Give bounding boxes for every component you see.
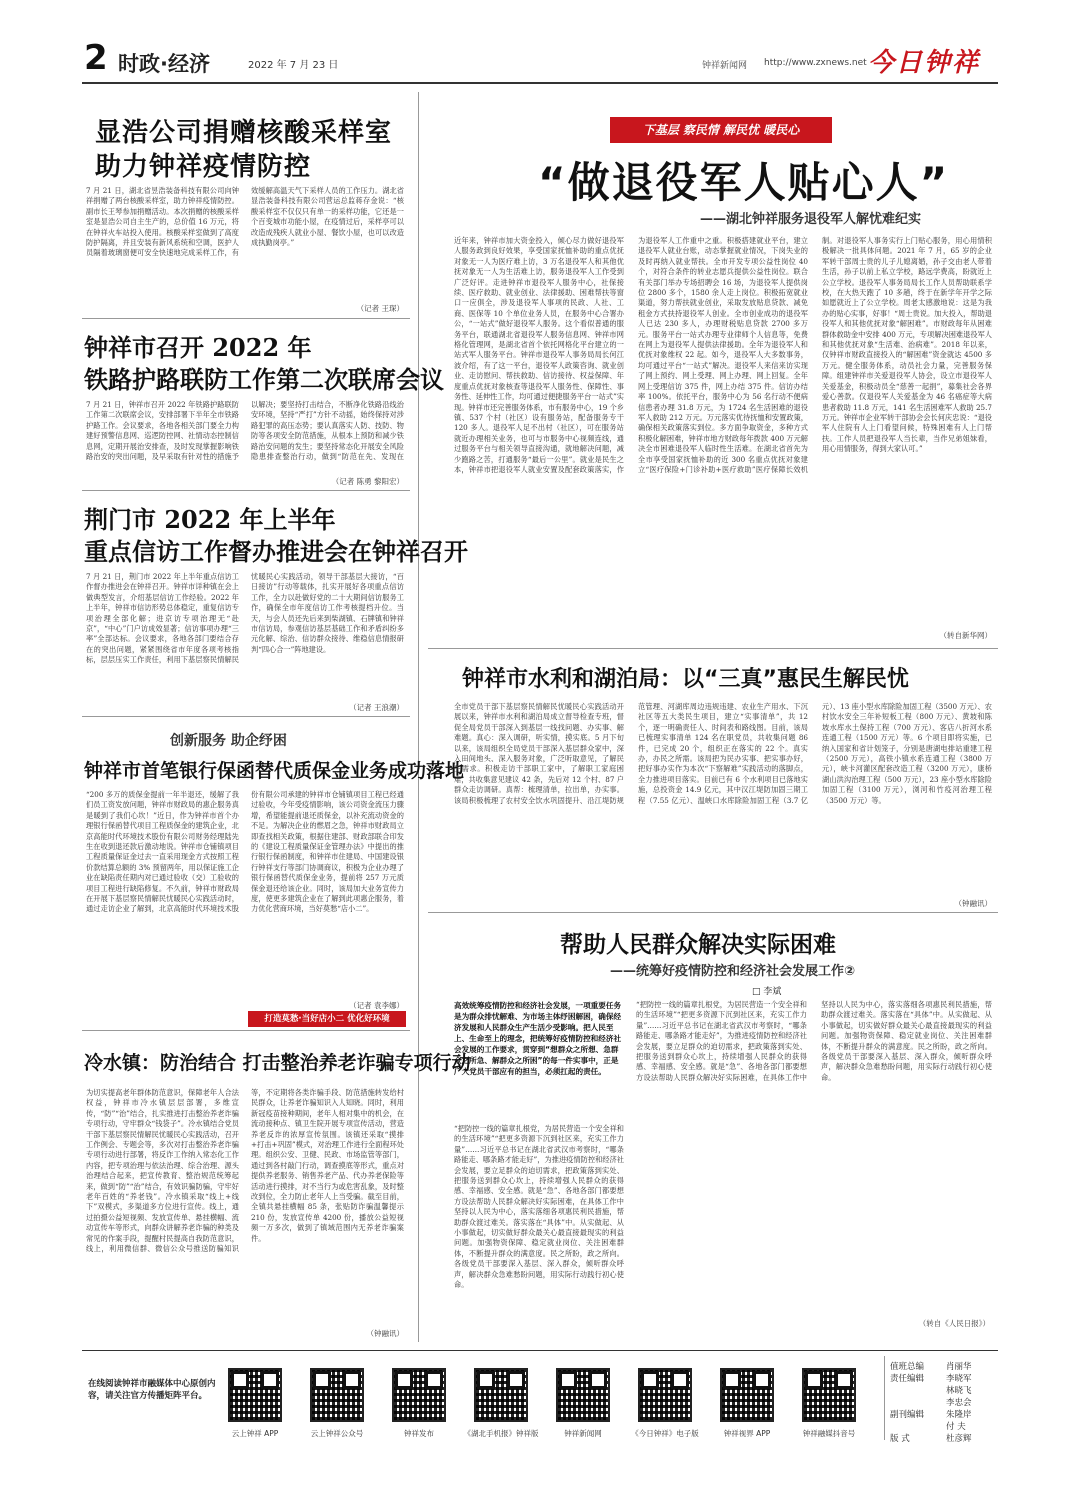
article-body: “把防控一线的篇章扎根党，为居民营造一个安全祥和的生活环境”“把更多资源下沉到社区来，充实工作力量”……习近平总书记在湖北省武汉市考察时，“哪条路能走、哪条路才能走好”，为推进疫情防控和经济社会发展，要立足群众的迫切需求，把政策落到实处、把服务送到群众心坎上，持续增强人民群众的获得感、幸福感、安全感。就是“急”、各地各部门都要想方设法帮助人民群众解决好实际困难，在具体工作中坚持以人民为中心，落实落细各项惠民利民措施，帮助群众渡过难关。落实落在“具体”中。从实做起、从小事做起，切实做好群众最关心最直接最现实的利益问题。加强物资保障、稳定就业岗位、关注困难群体，不断提升群众的满意度。民之所盼，政之所向。各级党员干部要深入基层、深入群众，倾听群众呼声，解决群众急难愁盼问题，用实际行动践行初心使命。 <box>636 1000 992 1082</box>
article-body: “200 多万的质保金提前一年半退还，缓解了我们员工资发放问题，钟祥市财政局的惠企服务真是暖到了我们心坎！”近日，作为钟祥市首个办理银行保函替代项目工程质保金的建筑企业，北京高能时代环境技术股份有限公司财务经理陆先生在收到退还款后激动地说。钟祥市仓铺镇项目工程质量保证金过去一直采用现金方式按照工程价款结算总额的 3% 预留两年，用以保证施工企业在缺陷责任期内对已通过验收（交）工验收的项目工程进行缺陷修复。不久前，钟祥市财政局在开展下基层察民情解民忧暖民心实践活动时，通过走访企业了解到，北京高能时代环境技术股份有限公司承建的钟祥市仓铺镇项目工程已经通过验收，今年受疫情影响，该公司资金流压力骤增，希望能提前退还质保金，以补充流动资金的不足。为解决企业的燃眉之急，钟祥市财政局立即查找相关政策，根据住建部、财政部联合印发的《建设工程质量保证金管理办法》中提出的推行银行保函制度，和钟祥市住建局、中国建设银行钟祥支行等部门协调商议，积极为企业办理了银行保函替代质保金业务，提前将 257 万元质保金退还给该企业。同时，该局加大业务宣传力度，使更多建筑企业在了解到此项惠企服务，着力优化营商环境，当好莫愁“店小二”。 <box>86 790 404 914</box>
qr-label: 《湖北手机报》钟祥版 <box>463 1429 539 1438</box>
article-author: □ 李斌 <box>752 987 782 997</box>
article-title: 钟祥市首笔银行保函替代质保金业务成功落地 <box>84 760 465 782</box>
article-lead: 高效统筹疫情防控和经济社会发展，一项重要任务是为群众排忧解难、为市场主体纾困解困，确保经济发展和人民群众生产生活少受影响。把人民至上、生命至上的理念，把统筹好疫情防控和经济社会发展的工作要求，贯穿到“想群众之所想、急群众之所急、解群众之所困”的每一件实事中，正是广大党员干部应有的担当，必须扛起的责任。 <box>454 1001 622 1076</box>
banner: 打造莫愁·当好店小二 优化好环境 <box>248 1011 406 1027</box>
article-title: 冷水镇：防治结合 打击整治养老诈骗专项行动 <box>84 1052 471 1074</box>
article-body: “把防控一线的篇章扎根党，为居民营造一个安全祥和的生活环境”“把更多资源下沉到社区来，充实工作力量”……习近平总书记在湖北省武汉市考察时，“哪条路能走、哪条路才能走好”，为推进疫情防控和经济社会发展，要立足群众的迫切需求，把政策落到实处、把服务送到群众心坎上，持续增强人民群众的获得感、幸福感、安全感。就是“急”、各地各部门都要想方设法帮助人民群众解决好实际困难，在具体工作中坚持以人民为中心，落实落细各项惠民利民措施，帮助群众渡过难关。落实落在“具体”中。从实做起、从小事做起，切实做好群众最关心最直接最现实的利益问题。加强物资保障、稳定就业岗位、关注困难群体，不断提升群众的满意度。民之所盼，政之所向。各级党员干部要深入基层、深入群众，倾听群众呼声，解决群众急难愁盼问题，用实际行动践行初心使命。 <box>454 1124 624 1290</box>
editor-role: 副刊编辑 <box>890 1410 925 1420</box>
article-body: 7 月 21 日，钟祥市召开 2022 年铁路护路联防工作第二次联席会议，安排部署下半年全市铁路护路工作。会议要求，各地各相关部门要全力构建好预警信息网、巡逻防控网、社情动态控制信息网，定期开展治安排查，及时发现掌握影响铁路治安的突出问题，及早采取有针对性的措施予以解决；要坚持打击结合，不断净化铁路沿线治安环境，坚持“严打”方针不动摇，始终保持对涉路犯罪的高压态势；要认真落实人防、技防、物防等各项安全防范措施，从根本上预防和减少铁路治安问题的发生；要坚持常态化开展安全风险隐患排查整治行动，做到“防范在先、发现在 <box>86 400 404 462</box>
footer-notice: 在线阅读钟祥市融媒体中心原创内容，请关注官方传播矩阵平台。 <box>88 1379 216 1401</box>
article-body: 全市党员干部下基层察民情解民忧暖民心实践活动开展以来，钟祥市水利和湖泊局成立督导检查专班，督促全局党员干部深入到基层一线找问题、办实事、解难题。真心：深入调研，听实情，摸实底。5 月下旬以来，该局组织全局党员干部深入基层群众家中，深入田间地头、深入服务对象，广泛听取意见，了解民生需求。积极走访干部职工家中，了解职工家庭困难，共收集意见建议 42 条，先后对 12 个村、87 户群众走访调研。真帮：梳理清单，拉出单，办实事。该局积极梳理了农村安全饮水巩固提升、沿江堤防规范管理、河湖库周边违规违建、农业生产用水、下沉社区等五大类民生项目，建立“实事清单”，共 12 个，逐一明确责任人、时间表和路线图。目前，该局已梳理实事清单 124 名在职党员，共收集问题 86 件，已完成 20 个，组织正在落实的 22 个。真实办，办民之所需。该局把为民办实事、把实事办好，把好事办实作为本次“下察解难”实践活动的落脚点，全力推进项目落实。目前已有 6 个水利项目已落地实施，总投资金 14.9 亿元，其中汉江堤防加固三期工程（7.55 亿元）、温峡口水库除险加固工程（3.7 亿元）、13 座小型水库除险加固工程（3500 万元）、农村饮水安全三年补短板工程（800 万元）、黄坡和陈坡水库水土保持工程（700 万元）、客店八折河水系连通工程（1500 万元）等。6 个项目即将实施，已纳入国家和省计划笼子，分别是唐湖电排站重建工程（2500 万元），高铁小镇水系连通工程（3800 万元），峡卡河灌区配套改造工程（3200 万元），康桥湖山洪沟治理工程（500 万元），23 座小型水库除险加固工程（3100 万元），浏河和竹疫河治理工程（3500 万元）等。 <box>454 702 992 805</box>
issue-date: 2022 年 7 月 23 日 <box>248 60 339 71</box>
article-byline: （记者 王浪潮） <box>349 703 404 712</box>
editor-name: 杜彦辉 <box>946 1434 972 1444</box>
qr-label: 钟祥新闻网 <box>564 1429 602 1438</box>
editor-name: 李忠会 <box>946 1398 972 1408</box>
article-body: 7 月 21 日，荆门市 2022 年上半年重点信访工作督办推进会在钟祥召开。钟祥市详种镇在会上做典型发言，介绍基层信访工作经验。2022 年上半年，钟祥市信访形势总体稳定，重复信访专项治理全部化解；进京访专项治理无“赴京”，“中心”门户访成效显著；信访事项办理“三率”全部达标。会议要求，各地各部门要结合存在的突出问题，紧紧围绕省市年度各项考核指标，层层压实工作责任，利用下基层察民情解民忧暖民心实践活动，领导干部基层大接访，“百日接访”行动等载体，扎实开展好各项重点信访工作，全力以赴做好党的二十大期间信访服务工作，确保全市年度信访工作考核提档升位。当天，与会人员还先后来到柴湖镇、石牌镇和钟祥市信访局，参观信访基层基础工作和矛盾纠纷多元化解、综治、信访群众接待、维稳信息情报研判“四心合一”阵地建设。 <box>86 572 404 665</box>
article-title: 重点信访工作督办推进会在钟祥召开 <box>84 537 468 566</box>
article-title: 显浩公司捐赠核酸采样室 <box>95 118 393 148</box>
section-divider <box>82 490 410 491</box>
article-byline: （转自新华网） <box>939 631 992 640</box>
qr-label: 钟祥视界 APP <box>723 1429 771 1438</box>
qr-code[interactable] <box>392 1368 446 1422</box>
article-byline: （记者 王琛） <box>356 304 404 313</box>
qr-label: 云上钟祥公众号 <box>310 1429 364 1438</box>
section-divider <box>428 648 998 649</box>
article-kicker: 创新服务 助企纾困 <box>170 733 287 749</box>
article-title: 荆门市 2022 年上半年 <box>84 505 336 534</box>
qr-label: 云上钟祥 APP <box>231 1429 279 1438</box>
article-title: 铁路护路联防工作第二次联席会议 <box>84 365 444 394</box>
article-title: 帮助人民群众解决实际困难 <box>560 932 836 958</box>
editor-role: 版 式 <box>890 1434 910 1444</box>
editor-divider <box>884 1356 885 1440</box>
brand-logo: 今日钟祥 <box>868 48 981 78</box>
editor-name: 付 夫 <box>946 1422 966 1432</box>
editor-name: 林晓飞 <box>946 1386 972 1396</box>
article-body: 7 月 21 日，湖北省昱浩装备科技有限公司向钟祥捐赠了两台核酸采样室，助力钟祥疫情防控。副市长王琴参加捐赠活动。本次捐赠的核酸采样室是显浩公司自主生产的，总价值 16 万元，将在钟祥火车站投入使用。核酸采样室做到了高度防护隔离，并且安装有新风系统和空调，医护人员隔着玻璃窗便可安全快速地完成采样工作，有效缓解高温天气下采样人员的工作压力。湖北省显浩装备科技有限公司营运总监蒋存金说：“核酸采样室不仅仅只有单一的采样功能，它还是一个百变城市功能小屋，在疫情过后，采样亭可以改造成残疾人就业小屋、餐饮小屋，也可以改造成执勤岗亭。” <box>86 186 404 258</box>
section-divider <box>428 912 998 913</box>
article-body: 近年来，钟祥市加大资金投入，倾心尽力做好退役军人服务政到良好效果，享受国家抚恤补助的重点优抚对象无一人为医疗难上访，3 万名退役军人和其他优抚对象无一人为生活难上访，服务退役军人工作受到广泛好评。走进钟祥市退役军人服务中心，社保接续、医疗救助、就业创业、法律援助、困难帮扶等窗口一应俱全，涉及退役军人事项的民政、人社、工商、医保等 10 个单位业务人员，在服务中心合署办公，“一站式”做好退役军人服务。这个看似普通的服务平台，联通湖北省退役军人服务信息网、钟祥市网格化管理网，是湖北省首个依托网格化平台建立的一站式军人服务平台。钟祥市退役军人事务局局长何江波介绍，有了这一平台，退役军人政策咨询、就业创业、走访慰问、帮扶救助、信访接待、权益保障、年度重点优抚对象核查等退役军人服务性、保障性、事务性、延伸性工作，均可通过便捷服务平台一站式”实现。钟祥市还完善服务体系，市有服务中心，19 个乡镇、537 个村（社区）设有服务站，配备服务专干 120 多人。退役军人足不出村（社区），可在服务站就近办理相关业务，也可与市服务中心视频连线，通过服务平台与相关领导直接沟通，就地解决问题，减少跑路之苦，打通服务“最后一公里”。就业是民生之本，钟祥市把退役军人就业安置及配套政策落实，作为退役军人工作重中之重。积极搭建就业平台，建立退役军人就业台账，动态掌握就业情况，下岗失业的及时再纳入就业帮扶。全市开发专项公益性岗位 40 个，对符合条件的转业志愿兵提供公益性岗位。联合有关部门举办专场招聘会 16 场，为退役军人提供岗位 2800 多个，1580 余人走上岗位。积极拓宽就业渠道，努力帮扶就业创业，采取发放贴息贷款、减免租金方式扶持退役军人创业。全市创业成功的退役军人已达 230 多人，办理财税贴息贷款 2700 多万元。服务平台一站式办理专业律师个人信息等，免费在网上为退役军人提供法律援助。全年为退役军人和优抚对象维权 22 起。如今，退役军人大多数事务，均可通过平台“一站式”解决。退役军人来信来访实现了网上预约、网上受理、网上办理、网上回复。全年网上受理信访 375 件，网上办结 375 件。信访办结率 100%。依托平台，服务中心为 56 名行动不便病信患者办理 31.8 万元，为 1724 名生活困难的退役军人救助 212 万元。万元落实优待抚恤和安置政策，确保相关政策落实到位。多方面争取资金，多种方式积极化解困难，钟祥市地方财政每年拨款 400 万元解决全市困难退役军人临时性生活难。在湖北省首先为全市享受国家抚恤补助的近 300 名重点优抚对象建立“医疗保险+门诊补助+医疗救助”医疗保障长效机制。对退役军人事务实行上门贴心服务，用心用情积极解决一批具体问题。2021 年 7 月，65 岁的企业军转干部周士贵的儿子儿媳离婚，孙子交由老人带着生活，孙子以前上私立学校，路远学费高，盼就近上公立学校。退役军人事务局局长工作人员帮助联系学校，在大热天跑了 10 多趟，终于在新学年开学之际如愿就近上了公立学校。周老太感激地说：这是为我办的贴心实事，好事！“周士贵说。加大投入，帮助退役军人和其他优抚对象“解困难”。市财政每年从困难群体救助金中安排 400 万元，专项解决困难退役军人和其他优抚对象“生活难、治病难”。2018 年以来，仅钟祥市财政直接投入的“解困难”资金就达 4500 多万元。健全服务体系，动员社会力量，完善服务保障。组建钟祥市关爱退役军人协会，设立市退役军人关爱基金，积极动员全“慈善一起捐”，募集社会各界爱心善款。仅退役军人关爱基金为 46 名癌症等大病患者救助 11.8 万元，141 名生活困难军人救助 25.7 万元。钟祥市企业军转干部协会会长何庆忠说：“退役军人住院有人上门看望问候，特殊困难有人上门帮扶。工作人员把退役军人当长辈，当作兄弟姐妹看，用心用情服务，得到大家认可。” <box>454 236 992 474</box>
article-title: 助力钟祥疫情防控 <box>95 152 312 182</box>
section-divider <box>82 318 410 319</box>
column-divider <box>418 92 419 1342</box>
site-url[interactable]: http://www.zxnews.net <box>764 58 867 68</box>
editor-name: 李晓军 <box>946 1374 972 1384</box>
lead-title: “做退役军人贴心人” <box>538 158 950 207</box>
section-title: 时政·经济 <box>118 52 210 76</box>
site-name: 钟祥新闻网 <box>702 61 748 71</box>
qr-code[interactable] <box>474 1368 528 1422</box>
footer-rule <box>82 1350 998 1351</box>
article-byline: （转自《人民日报》） <box>918 1319 990 1328</box>
page-number: 2 <box>84 38 108 78</box>
header-rule <box>82 82 998 84</box>
article-byline: （记者 袁李娜） <box>349 1001 404 1010</box>
section-divider <box>82 716 410 717</box>
article-byline: （钟融讯） <box>954 899 992 908</box>
qr-code[interactable] <box>720 1368 774 1422</box>
article-title: 钟祥市召开 2022 年 <box>84 333 312 362</box>
editor-role: 值班总编 <box>890 1362 925 1372</box>
article-title: 钟祥市水利和湖泊局：以“三真”惠民生解民忧 <box>462 667 909 692</box>
qr-code[interactable] <box>310 1368 364 1422</box>
qr-code[interactable] <box>228 1368 282 1422</box>
editor-role: 责任编辑 <box>890 1374 925 1384</box>
article-subtitle: ——统筹好疫情防控和经济社会发展工作② <box>610 964 856 979</box>
qr-code[interactable] <box>802 1368 856 1422</box>
editor-name: 朱隆岸 <box>946 1410 972 1420</box>
editor-name: 肖丽华 <box>946 1362 972 1372</box>
article-byline: （钟融讯） <box>366 1329 404 1338</box>
qr-label: 钟祥发布 <box>404 1429 434 1438</box>
section-divider <box>82 1030 410 1031</box>
qr-label: 《今日钟祥》电子版 <box>631 1429 699 1438</box>
article-byline: （记者 陈勇 黎阳宏） <box>331 477 404 486</box>
qr-code[interactable] <box>638 1368 692 1422</box>
qr-label: 钟祥融媒抖音号 <box>802 1429 856 1438</box>
article-body: 为切实提高老年群体防范意识，保障老年人合法权益，钟祥市冷水镇层层部署，多维宣传，“防”“治”结合，扎实推进打击整治养老诈骗专项行动，守牢群众“钱袋子”。冷水镇结合党员干部下基层察民情解民忧暖民心实践活动，召开工作例会、专题会等，多次对打击整治养老诈骗专项行动进行部署，将反诈工作纳入常态化工作内容，把专项治理与依法治理、综合治理、源头治理结合起来，把宣传教育、整治规范统筹起来，做到“防”“治”结合，有效识骗防骗，守牢好老年百姓的“养老钱”。冷水镇采取“线上+线下”双模式，多渠道多方位进行宣传。线上，通过拍摄公益短视频、发放宣传单、悬挂横幅、流动宣传车等形式，向群众讲解养老诈骗的种类及常见的作案手段，提醒村民提高自我防范意识，线上，利用微信群、微信公众号推送防骗知识等，不定期将各类诈骗手段、防范措施转发给村民群众，让养老诈骗知识入人知晓。同时，利用新冠疫苗接种期间，老年人相对集中的机会，在流动接种点、镇卫生院开展专项宣传活动，营造养老反诈的浓厚宣传氛围。该镇还采取“摸排+打击+巩固”模式，对治理工作进行全面程环处理。组织公安、卫健、民政、市场监管等部门，通过到各村敲门行动，调查摸底等形式，重点对提供养老服务、销售养老产品、代办养老保险等活动进行摸排，对不当行为或危害乱象，及时整改到位，全力防止老年人上当受骗。截至目前，全镇共悬挂横幅 85 条，张贴防诈骗温馨提示 210 份，发放宣传单 4200 份，播放公益短视频一万多次，做到了镇域范围内无养老诈骗案件。 <box>86 1088 404 1254</box>
lead-subtitle: ——湖北钟祥服务退役军人解忧难纪实 <box>700 212 922 227</box>
kicker-banner: 下基层 察民情 解民忧 暖民心 <box>610 117 832 143</box>
qr-code[interactable] <box>556 1368 610 1422</box>
